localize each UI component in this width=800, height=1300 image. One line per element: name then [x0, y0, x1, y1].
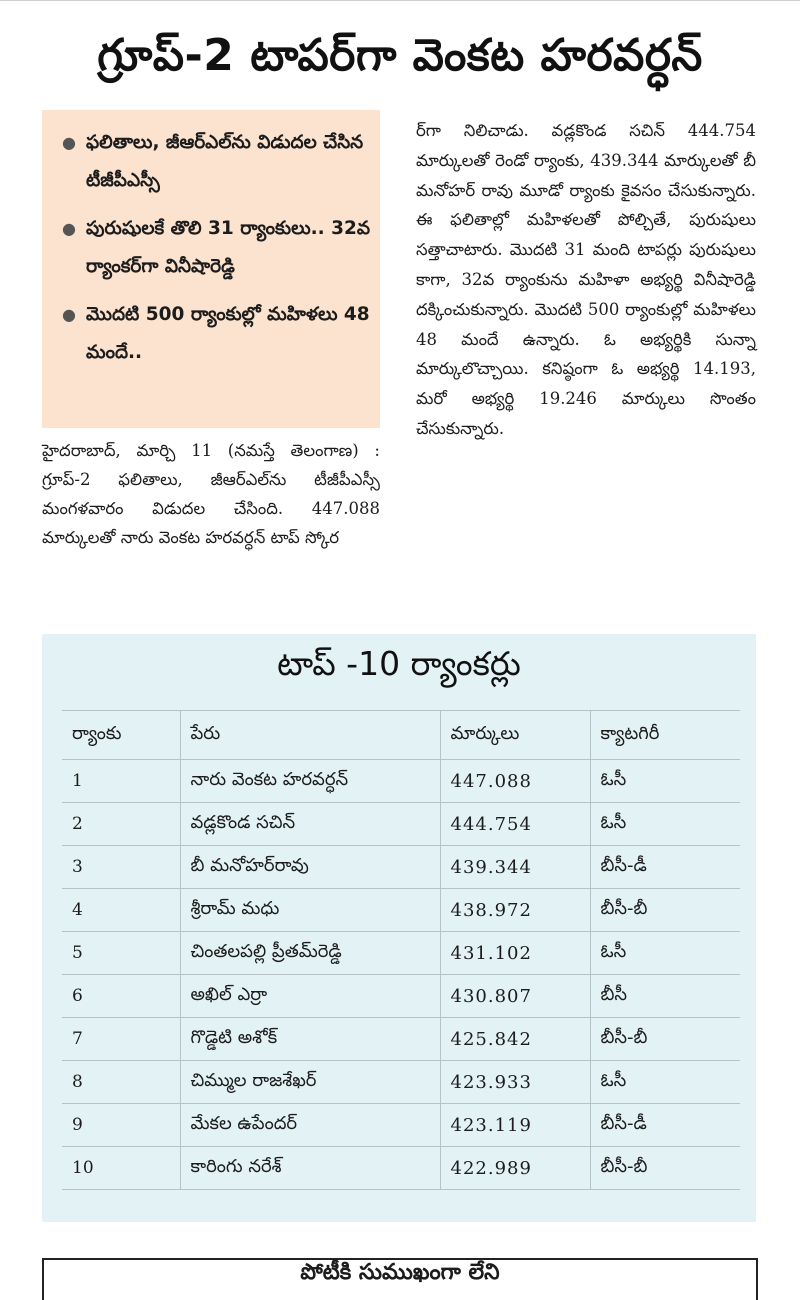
- table-row: [62, 1147, 740, 1190]
- cell-rank: 2: [62, 803, 180, 846]
- table-row: [62, 932, 740, 975]
- cell-category: బీసీ: [590, 975, 740, 1018]
- headline: గ్రూప్-2 టాపర్‌గా వెంకట హరవర్ధన్: [97, 30, 703, 81]
- cell-marks: 423.933: [440, 1061, 590, 1104]
- cell-marks: 447.088: [440, 760, 590, 803]
- cell-rank: 7: [62, 1018, 180, 1061]
- cell-category: ఓసీ: [590, 1061, 740, 1104]
- bullet-icon: ●: [62, 219, 76, 238]
- highlights-list: [42, 110, 380, 372]
- cell-marks: 422.989: [440, 1147, 590, 1190]
- cell-name: కారింగు నరేశ్: [180, 1147, 440, 1190]
- table-header-row: [62, 711, 740, 760]
- cell-category: బీసీ-డీ: [590, 846, 740, 889]
- bottom-article-box: [42, 1258, 758, 1300]
- cell-category: బీసీ-బీ: [590, 889, 740, 932]
- cell-name: నారు వెంకట హరవర్ధన్: [180, 760, 440, 803]
- table-row: [62, 846, 740, 889]
- cell-name: చింతలపల్లి ప్రీతమ్‌రెడ్డి: [180, 932, 440, 975]
- cell-name: శ్రీరామ్ మధు: [180, 889, 440, 932]
- cell-name: అఖిల్ ఎర్రా: [180, 975, 440, 1018]
- top-rule: [0, 0, 800, 7]
- bullet-icon: ●: [62, 305, 76, 324]
- cell-name: గొడ్డెటి అశోక్: [180, 1018, 440, 1061]
- table-title: టాప్ -10 ర్యాంకర్లు: [277, 644, 521, 683]
- cell-category: బీసీ-బీ: [590, 1018, 740, 1061]
- table-row: [62, 975, 740, 1018]
- cell-name: మేకల ఉపేందర్: [180, 1104, 440, 1147]
- table-row: [62, 1061, 740, 1104]
- header-rank: ర్యాంకు: [62, 711, 180, 760]
- cell-marks: 423.119: [440, 1104, 590, 1147]
- cell-marks: 430.807: [440, 975, 590, 1018]
- cell-category: బీసీ-డీ: [590, 1104, 740, 1147]
- cell-marks: 438.972: [440, 889, 590, 932]
- cell-rank: 1: [62, 760, 180, 803]
- highlight-text: ఫలితాలు, జీఆర్‌ఎల్‌ను విడుదల చేసిన టీజీపీఎస్సీ: [86, 132, 364, 191]
- table-row: [62, 1104, 740, 1147]
- cell-category: ఓసీ: [590, 932, 740, 975]
- cell-name: బీ మనోహర్‌రావు: [180, 846, 440, 889]
- cell-marks: 439.344: [440, 846, 590, 889]
- top-rankers-panel: [42, 634, 756, 1222]
- bottom-box-title: పోటీకి సుముఖంగా లేని: [300, 1260, 500, 1285]
- cell-rank: 8: [62, 1061, 180, 1104]
- rankers-table: [62, 710, 740, 1190]
- cell-rank: 3: [62, 846, 180, 889]
- article-left-column: హైదరాబాద్, మార్చి 11 (నమస్తే తెలంగాణ) : గ్రూప్-2 ఫలితాలు, జీఆర్ఎల్‌ను టీజీపీఎస్సీ మంగళవారం విడుదల చేసింది. 447.088 మార్కులతో నారు వెంకట హరవర్ధన్ టాప్ స్కోర: [42, 441, 380, 547]
- header-name: పేరు: [180, 711, 440, 760]
- cell-marks: 425.842: [440, 1018, 590, 1061]
- header-marks: మార్కులు: [440, 711, 590, 760]
- table-row: [62, 760, 740, 803]
- highlight-item: [60, 296, 370, 372]
- highlight-text: మొదటి 500 ర్యాంకుల్లో మహిళలు 48 మందే..: [86, 304, 370, 363]
- cell-rank: 6: [62, 975, 180, 1018]
- cell-rank: 9: [62, 1104, 180, 1147]
- table-row: [62, 889, 740, 932]
- bullet-icon: ●: [62, 133, 76, 152]
- cell-category: ఓసీ: [590, 803, 740, 846]
- highlight-item: [60, 124, 370, 200]
- highlight-item: [60, 210, 370, 286]
- table-row: [62, 1018, 740, 1061]
- cell-category: బీసీ-బీ: [590, 1147, 740, 1190]
- cell-category: ఓసీ: [590, 760, 740, 803]
- cell-rank: 5: [62, 932, 180, 975]
- article-right-column: ర్‌గా నిలిచాడు. వడ్లకొండ సచిన్ 444.754 మార్కులతో రెండో ర్యాంకు, 439.344 మార్కులతో బీ మనోహర్ రావు మూడో ర్యాంకు కైవసం చేసుకున్నారు. ఈ ఫలితాల్లో మహిళలతో పోల్చితే, పురుషులు సత్తాచాటారు. మొదటి 31 మంది టాపర్లు పురుషులు కాగా, 32వ ర్యాంకును మహిళా అభ్యర్థి వినీషారెడ్డి దక్కించుకున్నారు. మొదటి 500 ర్యాంకుల్లో మహిళలు 48 మందే ఉన్నారు. ఓ అభ్యర్థికి సున్నా మార్కులొచ్చాయి. కనిష్ఠంగా ఓ అభ్యర్థి 14.193, మరో అభ్యర్థి 19.246 మార్కులు సొంతం చేసుకున్నారు.: [416, 121, 756, 438]
- cell-marks: 444.754: [440, 803, 590, 846]
- table-row: [62, 803, 740, 846]
- cell-marks: 431.102: [440, 932, 590, 975]
- cell-name: వడ్లకొండ సచిన్: [180, 803, 440, 846]
- cell-name: చిమ్ముల రాజశేఖర్: [180, 1061, 440, 1104]
- highlight-text: పురుషులకే తొలి 31 ర్యాంకులు.. 32వ ర్యాంకర్‌గా వినీషారెడ్డి: [86, 218, 370, 277]
- highlights-box: [42, 110, 380, 428]
- header-category: క్యాటగిరీ: [590, 711, 740, 760]
- cell-rank: 4: [62, 889, 180, 932]
- cell-rank: 10: [62, 1147, 180, 1190]
